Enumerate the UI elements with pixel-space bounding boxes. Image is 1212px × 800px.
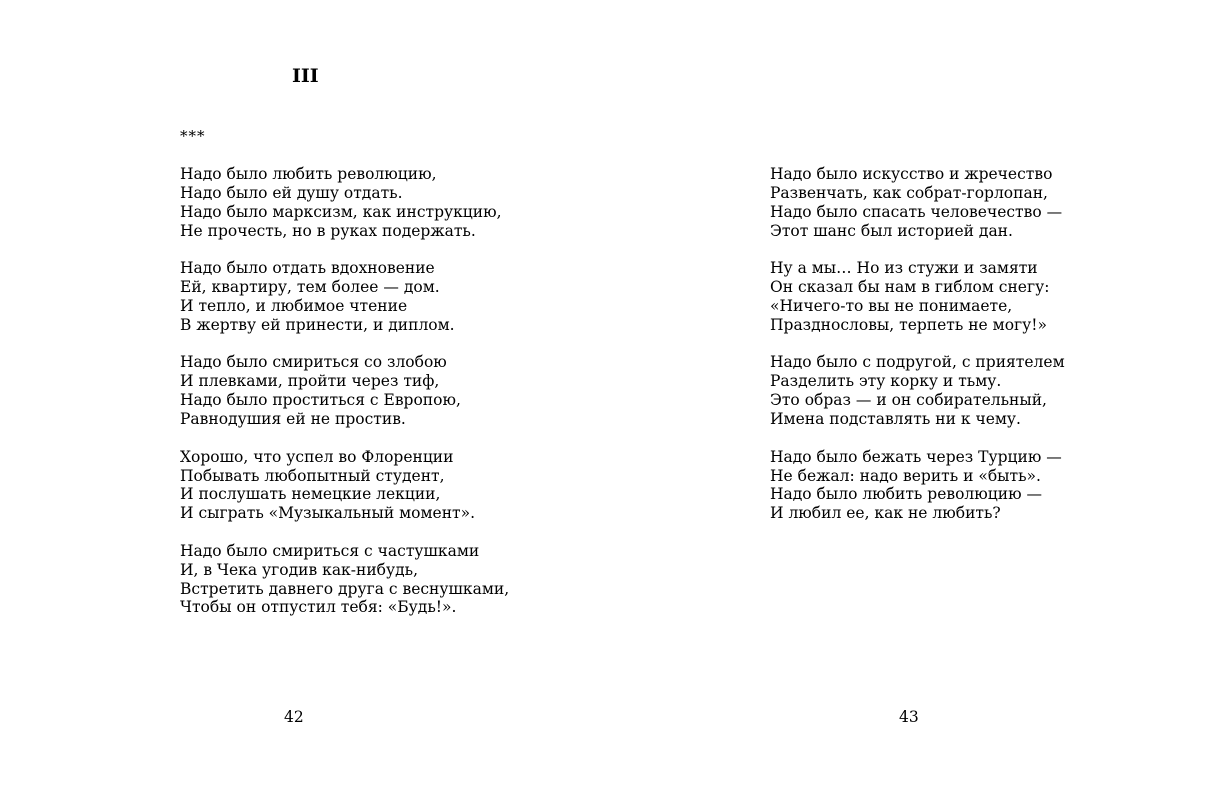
poem-separator: *** xyxy=(180,127,206,145)
poem-line: Надо было проститься с Европою, xyxy=(180,391,461,410)
poem-line: Надо было бежать через Турцию — xyxy=(770,447,1062,466)
stanza xyxy=(180,165,509,240)
poem-line: И, в Чека угодив как-нибудь, xyxy=(180,560,419,579)
poem-line: Встретить давнего друга с веснушками, xyxy=(180,579,510,598)
poem-line: Не бежал: надо верить и «быть». xyxy=(770,466,1041,485)
poem-line: Надо было любить революцию — xyxy=(770,485,1042,504)
poem-line: Он сказал бы нам в гиблом снегу: xyxy=(770,278,1050,297)
poem-line: И послушать немецкие лекции, xyxy=(180,485,441,504)
poem-line: И любил ее, как не любить? xyxy=(770,504,1001,523)
stanza xyxy=(180,448,509,523)
section-title: III xyxy=(292,65,319,87)
poem-line: «Ничего-то вы не понимаете, xyxy=(770,296,1013,315)
poem-line: Имена подставлять ни к чему. xyxy=(770,409,1021,428)
poem-line: Надо было смириться со злобою xyxy=(180,353,447,372)
poem-line: Равнодушия ей не простив. xyxy=(180,409,406,428)
stanza xyxy=(180,542,509,617)
poem-line: И сыграть «Музыкальный момент». xyxy=(180,504,476,523)
poem-line: Надо было любить революцию, xyxy=(180,165,437,183)
poem-line: И плевками, пройти через тиф, xyxy=(180,372,440,391)
poem-line: Празднословы, терпеть не могу!» xyxy=(770,315,1048,334)
poem-line: Надо было спасать человечество — xyxy=(770,202,1063,221)
stanza xyxy=(770,448,1065,523)
page-number-left: 42 xyxy=(284,708,304,726)
poem-line: Надо было с подругой, с приятелем xyxy=(770,353,1065,372)
stanza xyxy=(770,165,1065,240)
stanza xyxy=(770,259,1065,334)
poem-line: Это образ — и он собирательный, xyxy=(770,391,1047,410)
poem-line: В жертву ей принести, и диплом. xyxy=(180,315,455,334)
poem-line: Развенчать, как собрат-горлопан, xyxy=(770,183,1048,202)
poem-line: Разделить эту корку и тьму. xyxy=(770,372,1002,391)
stanza xyxy=(180,353,509,428)
poem-text-right xyxy=(770,165,1065,542)
page-number-right: 43 xyxy=(899,708,919,726)
poem-text-left xyxy=(180,165,509,636)
poem-line: Ей, квартиру, тем более — дом. xyxy=(180,278,440,297)
poem-line: Надо было марксизм, как инструкцию, xyxy=(180,202,502,221)
poem-line: Этот шанс был историей дан. xyxy=(770,221,1013,240)
poem-line: Не прочесть, но в руках подержать. xyxy=(180,221,476,240)
poem-line: Надо было смириться с частушками xyxy=(180,541,480,560)
stanza xyxy=(770,353,1065,428)
poem-line: Побывать любопытный студент, xyxy=(180,466,445,485)
poem-line: Хорошо, что успел во Флоренции xyxy=(180,447,454,466)
poem-line: Чтобы он отпустил тебя: «Будь!». xyxy=(180,598,457,617)
poem-line: Надо было искусство и жречество xyxy=(770,165,1053,183)
poem-line: Ну а мы… Но из стужи и замяти xyxy=(770,259,1038,278)
right-page xyxy=(606,0,1212,800)
poem-line: Надо было отдать вдохновение xyxy=(180,259,435,278)
poem-line: И тепло, и любимое чтение xyxy=(180,296,408,315)
stanza xyxy=(180,259,509,334)
poem-line: Надо было ей душу отдать. xyxy=(180,183,403,202)
